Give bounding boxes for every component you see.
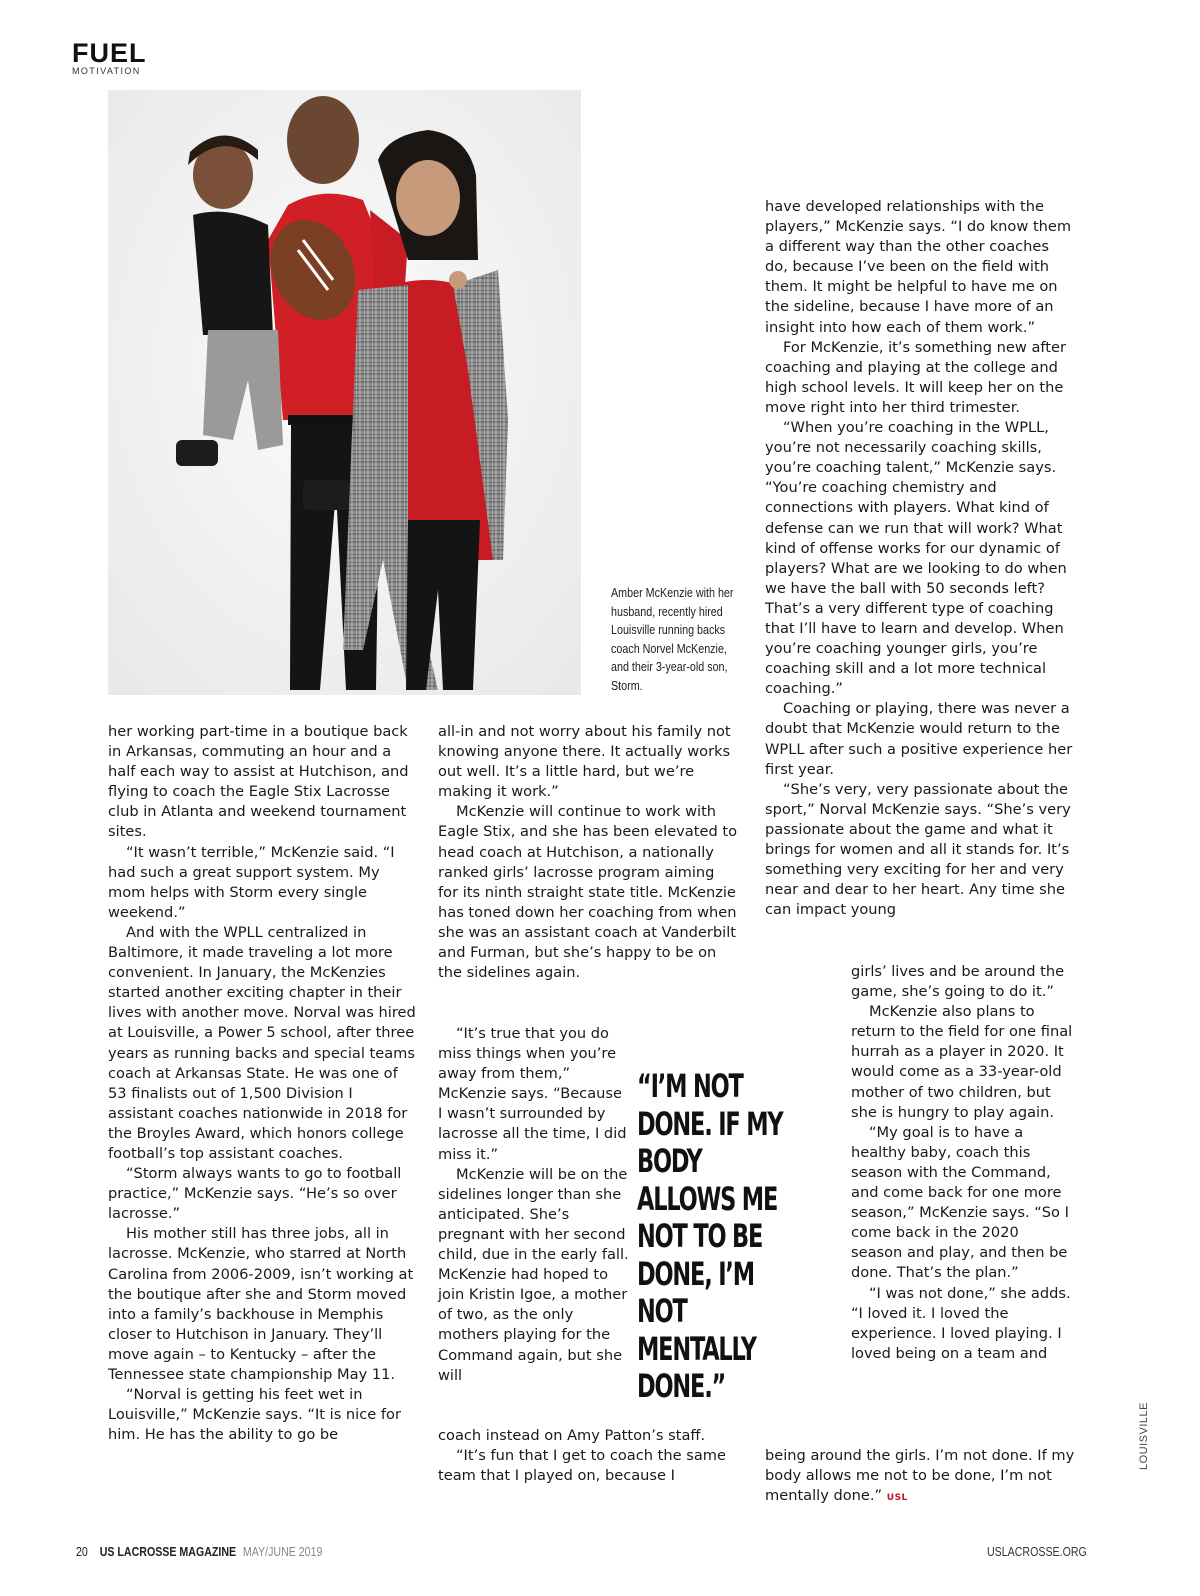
paragraph: have developed relationships with the players,” McKenzie says. “I do know them a different way than the other coaches do, because I’ve been on the field with them. It might be helpful to have me on the sideline, because I have more of an insight into how each of them work.” xyxy=(765,198,1072,336)
magazine-name: US LACROSSE MAGAZINE xyxy=(99,1545,237,1559)
article-column-2-continued xyxy=(438,1426,738,1486)
pull-quote: “I’M NOT DONE. IF MY BODY ALLOWS ME NOT TO BE DONE, I’M NOT MENTALLY DONE.” xyxy=(637,1067,783,1405)
paragraph: “She’s very, very passionate about the sport,” Norval McKenzie says. “She’s very passionate about the game and what it brings for women and all it stands for. It’s something very exciting for her and very near and dear to her heart. Any time she can impact young xyxy=(765,780,1071,919)
article-column-3 xyxy=(765,197,1075,920)
paragraph: coach instead on Amy Patton’s staff. xyxy=(438,1427,706,1444)
paragraph: “My goal is to have a healthy baby, coach this season with the Command, and come back for one more season,” McKenzie says. “So I come back in the 2020 season and play, and then be done. That’s the plan.” xyxy=(851,1123,1069,1282)
paragraph: Coaching or playing, there was never a doubt that McKenzie would return to the WPLL after such a positive experience her first year. xyxy=(765,700,1073,778)
paragraph: “I was not done,” she adds. “I loved it. I loved the experience. I loved playing. I loved being on a team and xyxy=(851,1284,1071,1362)
article-column-2-narrow xyxy=(438,1024,630,1386)
paragraph: His mother still has three jobs, all in lacrosse. McKenzie, who starred at North Carolina from 2006-2009, isn’t working at the boutique after she and Storm moved into a family’s backhouse in Memphis closer to Hutchison in January. They’ll move again – to Kentucky – after the Tennessee state championship May 11. xyxy=(108,1225,414,1383)
page-number: 20 xyxy=(76,1545,88,1559)
paragraph: And with the WPLL centralized in Baltimore, it made traveling a lot more convenient. In January, the McKenzies started another exciting chapter in their lives with another move. Norval was hired at Louisville, a Power 5 school, after three years as running backs and special teams coach at Arkansas State. He was one of 53 finalists out of 1,500 Division I assistant coaches nationwide in 2018 for the Broyles Award, which honors college football’s top assistant coaches. xyxy=(108,923,416,1162)
paragraph: “It’s fun that I get to coach the same team that I played on, because I xyxy=(438,1447,726,1485)
article-column-1 xyxy=(108,722,418,1445)
side-tag: LOUISVILLE xyxy=(1138,1402,1150,1470)
paragraph: girls’ lives and be around the game, she’s going to do it.” xyxy=(851,963,1065,1001)
paragraph: “It’s true that you do miss things when you’re away from them,” McKenzie says. “Because I wasn’t surrounded by lacrosse all the time, I did miss it.” xyxy=(438,1025,627,1163)
end-mark: USL xyxy=(886,1493,908,1504)
paragraph: “Storm always wants to go to football practice,” McKenzie says. “He’s so over lacrosse.” xyxy=(108,1165,402,1223)
section-subtitle: MOTIVATION xyxy=(72,66,141,76)
website-link[interactable]: USLACROSSE.ORG xyxy=(987,1545,1087,1559)
issue-date: MAY/JUNE 2019 xyxy=(242,1545,323,1559)
paragraph: “When you’re coaching in the WPLL, you’re not necessarily coaching skills, you’re coaching talent,” McKenzie says. “You’re coaching chemistry and connections with players. What kind of defense can we run that will work? What kind of offense works for our dynamic of players? What are we looking to do when we have the ball with 50 seconds left? That’s a very different type of coaching that I’ll have to learn and develop. When you’re coaching younger girls, you’re coaching skill and a lot more technical coaching.” xyxy=(765,419,1067,698)
paragraph: all-in and not worry about his family not knowing anyone there. It actually works out well. It’s a little hard, but we’re making it work.” xyxy=(438,723,731,801)
page-footer xyxy=(76,1545,322,1559)
article-column-3-narrow xyxy=(851,962,1073,1364)
paragraph: McKenzie will be on the sidelines longer than she anticipated. She’s pregnant with her second child, due in the early fall. McKenzie had hoped to join Kristin Igoe, a mother of two, as the only mothers playing for the Command again, but she will xyxy=(438,1165,629,1384)
paragraph: McKenzie will continue to work with Eagle Stix, and she has been elevated to head coach at Hutchison, a nationally ranked girls’ lacrosse program aiming for its ninth straight state title. McKenzie has toned down her coaching from when she was an assistant coach at Vanderbilt and Furman, but she’s happy to be on the sidelines again. xyxy=(438,803,738,982)
closing-text: being around the girls. I’m not done. If my body allows me not to be done, I’m not mentally done.” xyxy=(765,1447,1075,1505)
paragraph xyxy=(765,1446,1075,1508)
article-column-2 xyxy=(438,722,738,983)
paragraph: “Norval is getting his feet wet in Louisville,” McKenzie says. “It is nice for him. He has the ability to go be xyxy=(108,1386,401,1444)
article-column-3-end xyxy=(765,1446,1075,1508)
section-title: FUEL xyxy=(72,38,147,68)
photo-caption: Amber McKenzie with her husband, recently hired Louisville running backs coach Norvel McKenzie, and their 3-year-old son, Storm. xyxy=(611,586,734,693)
paragraph: McKenzie also plans to return to the field for one final hurrah as a player in 2020. It would come as a 33-year-old mother of two children, but she is hungry to play again. xyxy=(851,1003,1073,1121)
section-header xyxy=(72,40,147,76)
family-photo xyxy=(108,90,581,695)
paragraph: her working part-time in a boutique back in Arkansas, commuting an hour and a half each way to assist at Hutchison, and flying to coach the Eagle Stix Lacrosse club in Atlanta and weekend tournament sites. xyxy=(108,723,409,841)
paragraph: For McKenzie, it’s something new after coaching and playing at the college and high school levels. It will keep her on the move right into her third trimester. xyxy=(765,338,1066,416)
paragraph: “It wasn’t terrible,” McKenzie said. “I had such a great support system. My mom helps with Storm every single weekend.” xyxy=(108,843,395,921)
